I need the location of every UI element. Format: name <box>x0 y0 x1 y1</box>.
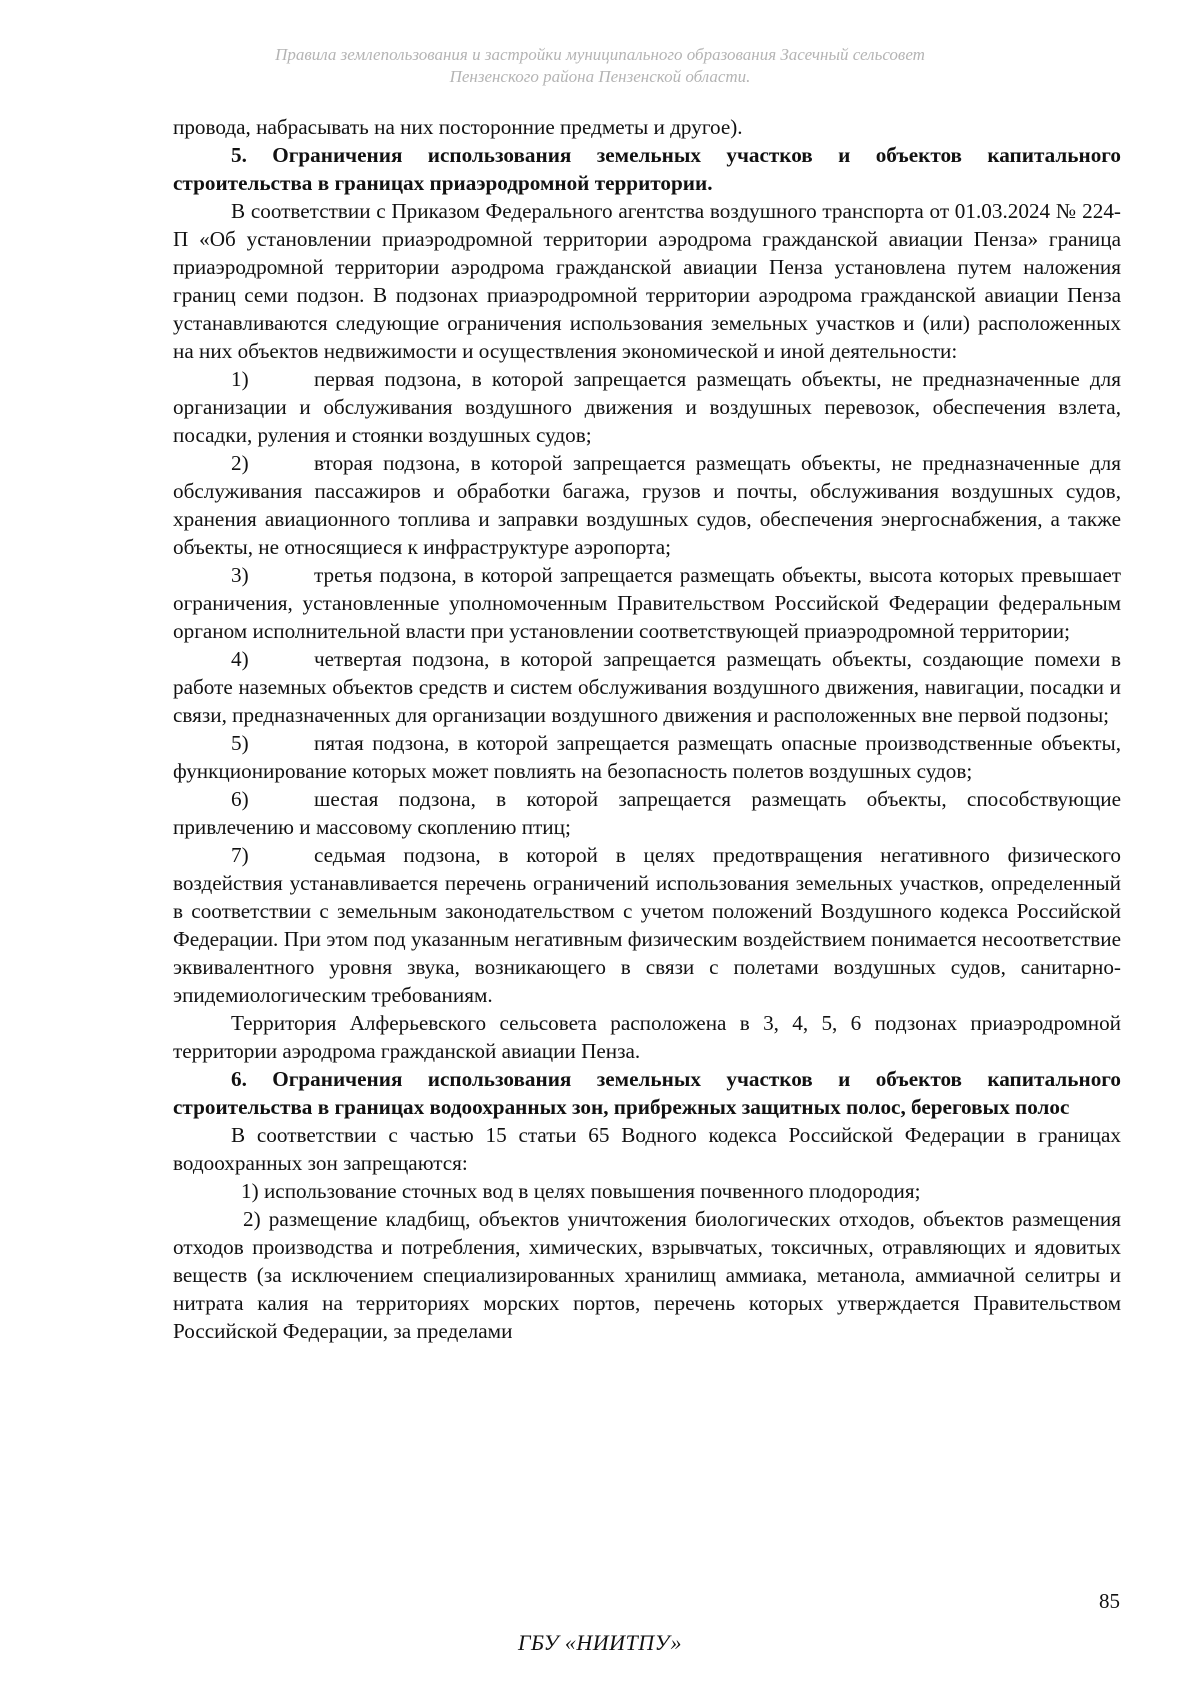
section-heading-6: 6. Ограничения использования земельных участков и объектов капитального строительства в границах водоохранных зон, прибрежных защитных полос, береговых полос <box>173 1067 1121 1119</box>
list-text: седьмая подзона, в которой в целях предотвращения негативного физического воздействия устанавливается перечень ограничений использования земельных участков, определенный в соответствии с земельным законодательством с учетом положений Воздушного кодекса Российской Федерации. При этом под указанным негативным физическим воздействием понимается несоответствие эквивалентного уровня звука, возникающего в связи с полетами воздушных судов, санитарно-эпидемиологическим требованиям. <box>173 843 1121 1007</box>
prohibition-item-1: 1) использование сточных вод в целях повышения почвенного плодородия; <box>241 1179 921 1203</box>
paragraph-territory: Территория Алферьевского сельсовета расположена в 3, 4, 5, 6 подзонах приаэродромной территории аэродрома гражданской авиации Пенза. <box>173 1011 1121 1063</box>
list-number: 6) <box>231 787 249 811</box>
list-number: 7) <box>231 843 249 867</box>
list-number: 1) <box>231 367 249 391</box>
list-item-subzone-3 <box>173 561 1121 645</box>
paragraph-order-reference: В соответствии с Приказом Федерального агентства воздушного транспорта от 01.03.2024 № 224-П «Об установлении приаэродромной территории аэродрома гражданской авиации Пенза» граница приаэродромной территории аэродрома гражданской авиации Пенза установлена путем наложения границ семи подзон. В подзонах приаэродромной территории аэродрома гражданской авиации Пенза устанавливаются следующие ограничения использования земельных участков и (или) расположенных на них объектов недвижимости и осуществления экономической и иной деятельности: <box>173 199 1121 363</box>
list-item-subzone-1 <box>173 365 1121 449</box>
page-footer: ГБУ «НИИТПУ» <box>517 1630 683 1655</box>
list-number: 2) <box>231 451 249 475</box>
list-text: шестая подзона, в которой запрещается размещать объекты, способствующие привлечению и массовому скоплению птиц; <box>173 787 1121 839</box>
list-item-subzone-5 <box>173 729 1121 785</box>
header-line-1: Правила землепользования и застройки муниципального образования Засечный сельсовет <box>275 45 925 64</box>
paragraph-continuation: провода, набрасывать на них посторонние предметы и другое). <box>173 115 743 139</box>
running-header <box>150 44 1050 88</box>
list-text: вторая подзона, в которой запрещается размещать объекты, не предназначенные для обслуживания пассажиров и обработки багажа, грузов и почты, обслуживания воздушных судов, хранения авиационного топлива и заправки воздушных судов, обеспечения энергоснабжения, а также объекты, не относящиеся к инфраструктуре аэропорта; <box>173 451 1121 559</box>
list-number: 3) <box>231 563 249 587</box>
list-item-subzone-2 <box>173 449 1121 561</box>
section-heading-5: 5. Ограничения использования земельных участков и объектов капитального строительства в границах приаэродромной территории. <box>173 143 1121 195</box>
list-number: 5) <box>231 731 249 755</box>
list-text: пятая подзона, в которой запрещается размещать опасные производственные объекты, функционирование которых может повлиять на безопасность полетов воздушных судов; <box>173 731 1121 783</box>
list-text: четвертая подзона, в которой запрещается размещать объекты, создающие помехи в работе наземных объектов средств и систем обслуживания воздушного движения, навигации, посадки и связи, предназначенных для организации воздушного движения и расположенных вне первой подзоны; <box>173 647 1121 727</box>
header-line-2: Пензенского района Пензенской области. <box>449 67 751 86</box>
paragraph-water-code: В соответствии с частью 15 статьи 65 Водного кодекса Российской Федерации в границах водоохранных зон запрещаются: <box>173 1123 1121 1175</box>
prohibition-item-2: 2) размещение кладбищ, объектов уничтожения биологических отходов, объектов размещения отходов производства и потребления, химических, взрывчатых, токсичных, отравляющих и ядовитых веществ (за исключением специализированных хранилищ аммиака, метанола, аммиачной селитры и нитрата калия на территориях морских портов, перечень которых утверждается Правительством Российской Федерации, за пределами <box>173 1207 1121 1343</box>
list-text: первая подзона, в которой запрещается размещать объекты, не предназначенные для организации и обслуживания воздушного движения и воздушных перевозок, обеспечения взлета, посадки, руления и стоянки воздушных судов; <box>173 367 1121 447</box>
document-body <box>173 113 1121 1345</box>
list-item-subzone-6 <box>173 785 1121 841</box>
list-text: третья подзона, в которой запрещается размещать объекты, высота которых превышает ограничения, установленные уполномоченным Правительством Российской Федерации федеральным органом исполнительной власти при установлении соответствующей приаэродромной территории; <box>173 563 1121 643</box>
list-item-subzone-4 <box>173 645 1121 729</box>
list-item-subzone-7 <box>173 841 1121 1009</box>
page-number: 85 <box>1099 1589 1120 1613</box>
list-number: 4) <box>231 647 249 671</box>
